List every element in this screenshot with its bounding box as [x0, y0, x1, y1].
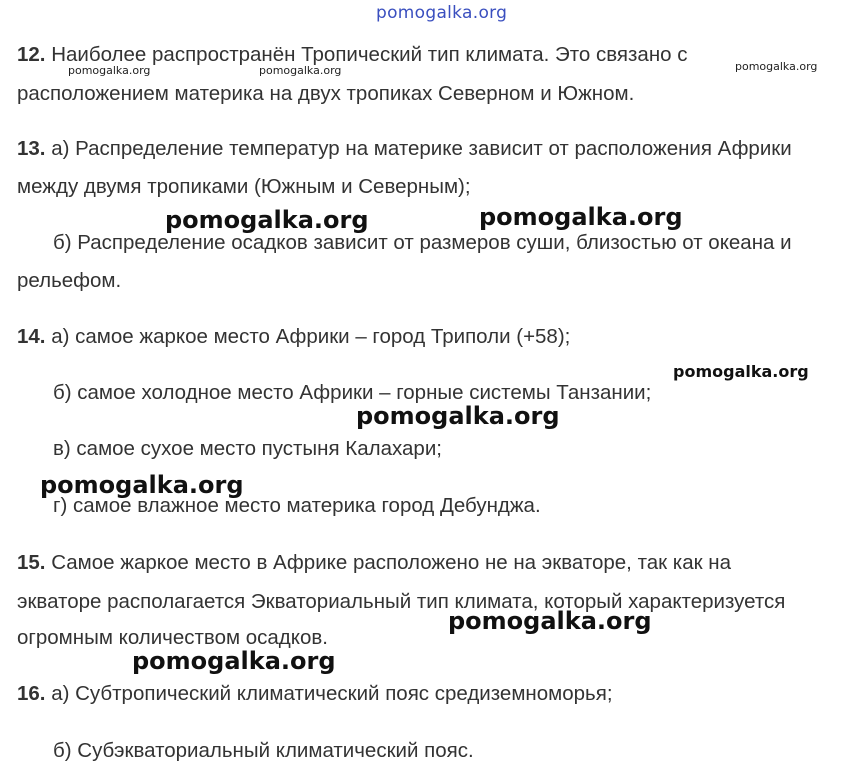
item-14-line-2: б) самое холодное место Африки – горные системы Танзании;	[53, 381, 652, 404]
watermark-small: pomogalka.org	[259, 64, 342, 77]
item-15-line-3: огромным количеством осадков.	[17, 626, 328, 649]
item-13-text-1: а) Распределение температур на материке зависит от расположения Африки	[51, 137, 792, 160]
item-13-line-2: между двумя тропиками (Южным и Северным);	[17, 175, 471, 198]
item-16-number: 16.	[17, 682, 46, 705]
item-13-number: 13.	[17, 137, 46, 160]
item-14-text-1: а) самое жаркое место Африки – город Триполи (+58);	[51, 325, 571, 348]
watermark-large: pomogalka.org	[132, 647, 336, 675]
item-15-number: 15.	[17, 551, 46, 574]
item-16-line-1	[17, 682, 613, 706]
item-12-line-2: расположением материка на двух тропиках Северном и Южном.	[17, 82, 635, 105]
item-14-number: 14.	[17, 325, 46, 348]
header-watermark: pomogalka.org	[376, 3, 508, 23]
watermark-small: pomogalka.org	[735, 60, 818, 73]
watermark-medium: pomogalka.org	[673, 362, 809, 381]
item-13-line-1	[17, 137, 792, 161]
item-16-line-2: б) Субэкваториальный климатический пояс.	[53, 739, 474, 762]
watermark-large: pomogalka.org	[165, 206, 369, 234]
item-15-line-2: экваторе располагается Экваториальный тип климата, который характеризуется	[17, 590, 786, 613]
item-12-text-1: Наиболее распространён Тропический тип климата. Это связано с	[51, 43, 688, 66]
watermark-large: pomogalka.org	[356, 402, 560, 430]
watermark-small: pomogalka.org	[68, 64, 151, 77]
item-14-line-1	[17, 325, 570, 349]
item-13-line-4: рельефом.	[17, 269, 122, 292]
watermark-large: pomogalka.org	[448, 607, 652, 635]
item-15-text-1: Самое жаркое место в Африке расположено не на экваторе, так как на	[51, 551, 732, 574]
watermark-large: pomogalka.org	[40, 471, 244, 499]
item-16-text-1: а) Субтропический климатический пояс средиземноморья;	[51, 682, 613, 705]
item-14-line-3: в) самое сухое место пустыня Калахари;	[53, 437, 442, 460]
item-13-line-3: б) Распределение осадков зависит от размеров суши, близостью от океана и	[53, 231, 792, 254]
watermark-large: pomogalka.org	[479, 203, 683, 231]
item-12-number: 12.	[17, 43, 46, 66]
item-15-line-1	[17, 551, 731, 575]
item-14-line-4: г) самое влажное место материка город Дебунджа.	[53, 494, 541, 517]
